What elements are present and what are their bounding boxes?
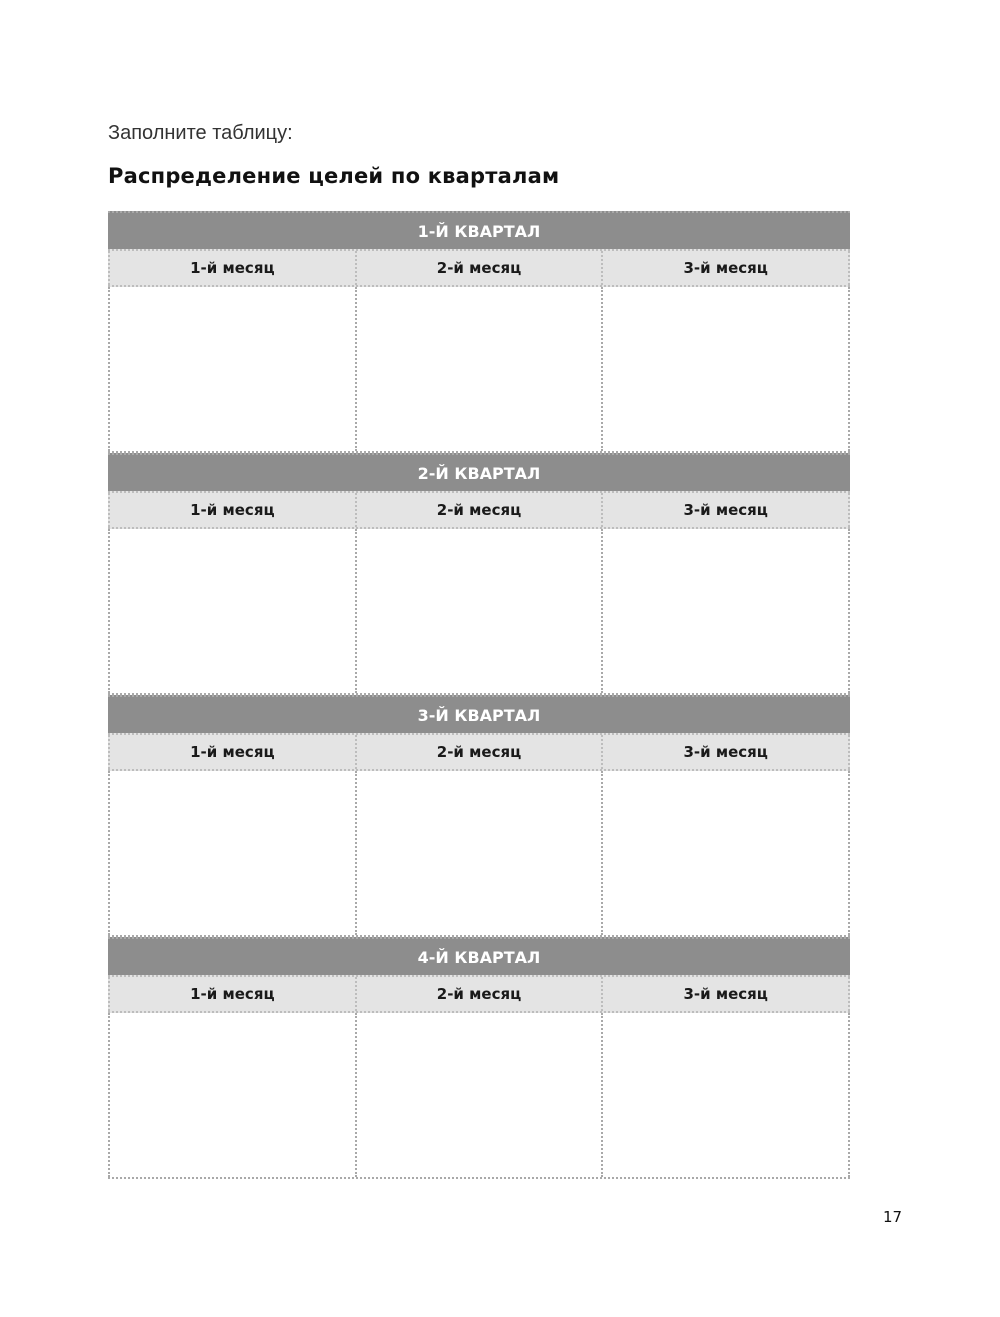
month-header-row (108, 491, 850, 529)
entry-cell[interactable] (601, 771, 850, 935)
entry-cell[interactable] (601, 529, 850, 693)
month-header: 2-й месяц (355, 977, 602, 1011)
entry-cell[interactable] (601, 287, 850, 451)
month-header: 3-й месяц (601, 977, 850, 1011)
month-header: 1-й месяц (108, 735, 355, 769)
page-heading: Распределение целей по кварталам (108, 164, 560, 188)
quarter-title: 1-Й КВАРТАЛ (108, 211, 850, 249)
quarter-section (108, 937, 850, 1179)
month-header-row (108, 975, 850, 1013)
entry-row (108, 529, 850, 695)
month-header: 2-й месяц (355, 251, 602, 285)
entry-cell[interactable] (108, 1013, 355, 1177)
month-header: 1-й месяц (108, 493, 355, 527)
quarter-title: 3-Й КВАРТАЛ (108, 695, 850, 733)
entry-cell[interactable] (108, 529, 355, 693)
quarter-section (108, 695, 850, 937)
quarter-section (108, 453, 850, 695)
month-header: 1-й месяц (108, 977, 355, 1011)
quarter-title: 2-Й КВАРТАЛ (108, 453, 850, 491)
entry-cell[interactable] (355, 1013, 602, 1177)
month-header: 3-й месяц (601, 735, 850, 769)
entry-row (108, 771, 850, 937)
entry-cell[interactable] (108, 287, 355, 451)
quarters-table (108, 211, 850, 1179)
quarter-section (108, 211, 850, 453)
entry-row (108, 287, 850, 453)
entry-cell[interactable] (355, 771, 602, 935)
month-header: 2-й месяц (355, 493, 602, 527)
month-header: 1-й месяц (108, 251, 355, 285)
entry-cell[interactable] (601, 1013, 850, 1177)
entry-cell[interactable] (108, 771, 355, 935)
entry-cell[interactable] (355, 529, 602, 693)
month-header: 2-й месяц (355, 735, 602, 769)
page-number: 17 (883, 1208, 903, 1226)
month-header: 3-й месяц (601, 493, 850, 527)
month-header-row (108, 249, 850, 287)
instruction-text: Заполните таблицу: (108, 122, 293, 144)
month-header: 3-й месяц (601, 251, 850, 285)
month-header-row (108, 733, 850, 771)
entry-row (108, 1013, 850, 1179)
entry-cell[interactable] (355, 287, 602, 451)
quarter-title: 4-Й КВАРТАЛ (108, 937, 850, 975)
